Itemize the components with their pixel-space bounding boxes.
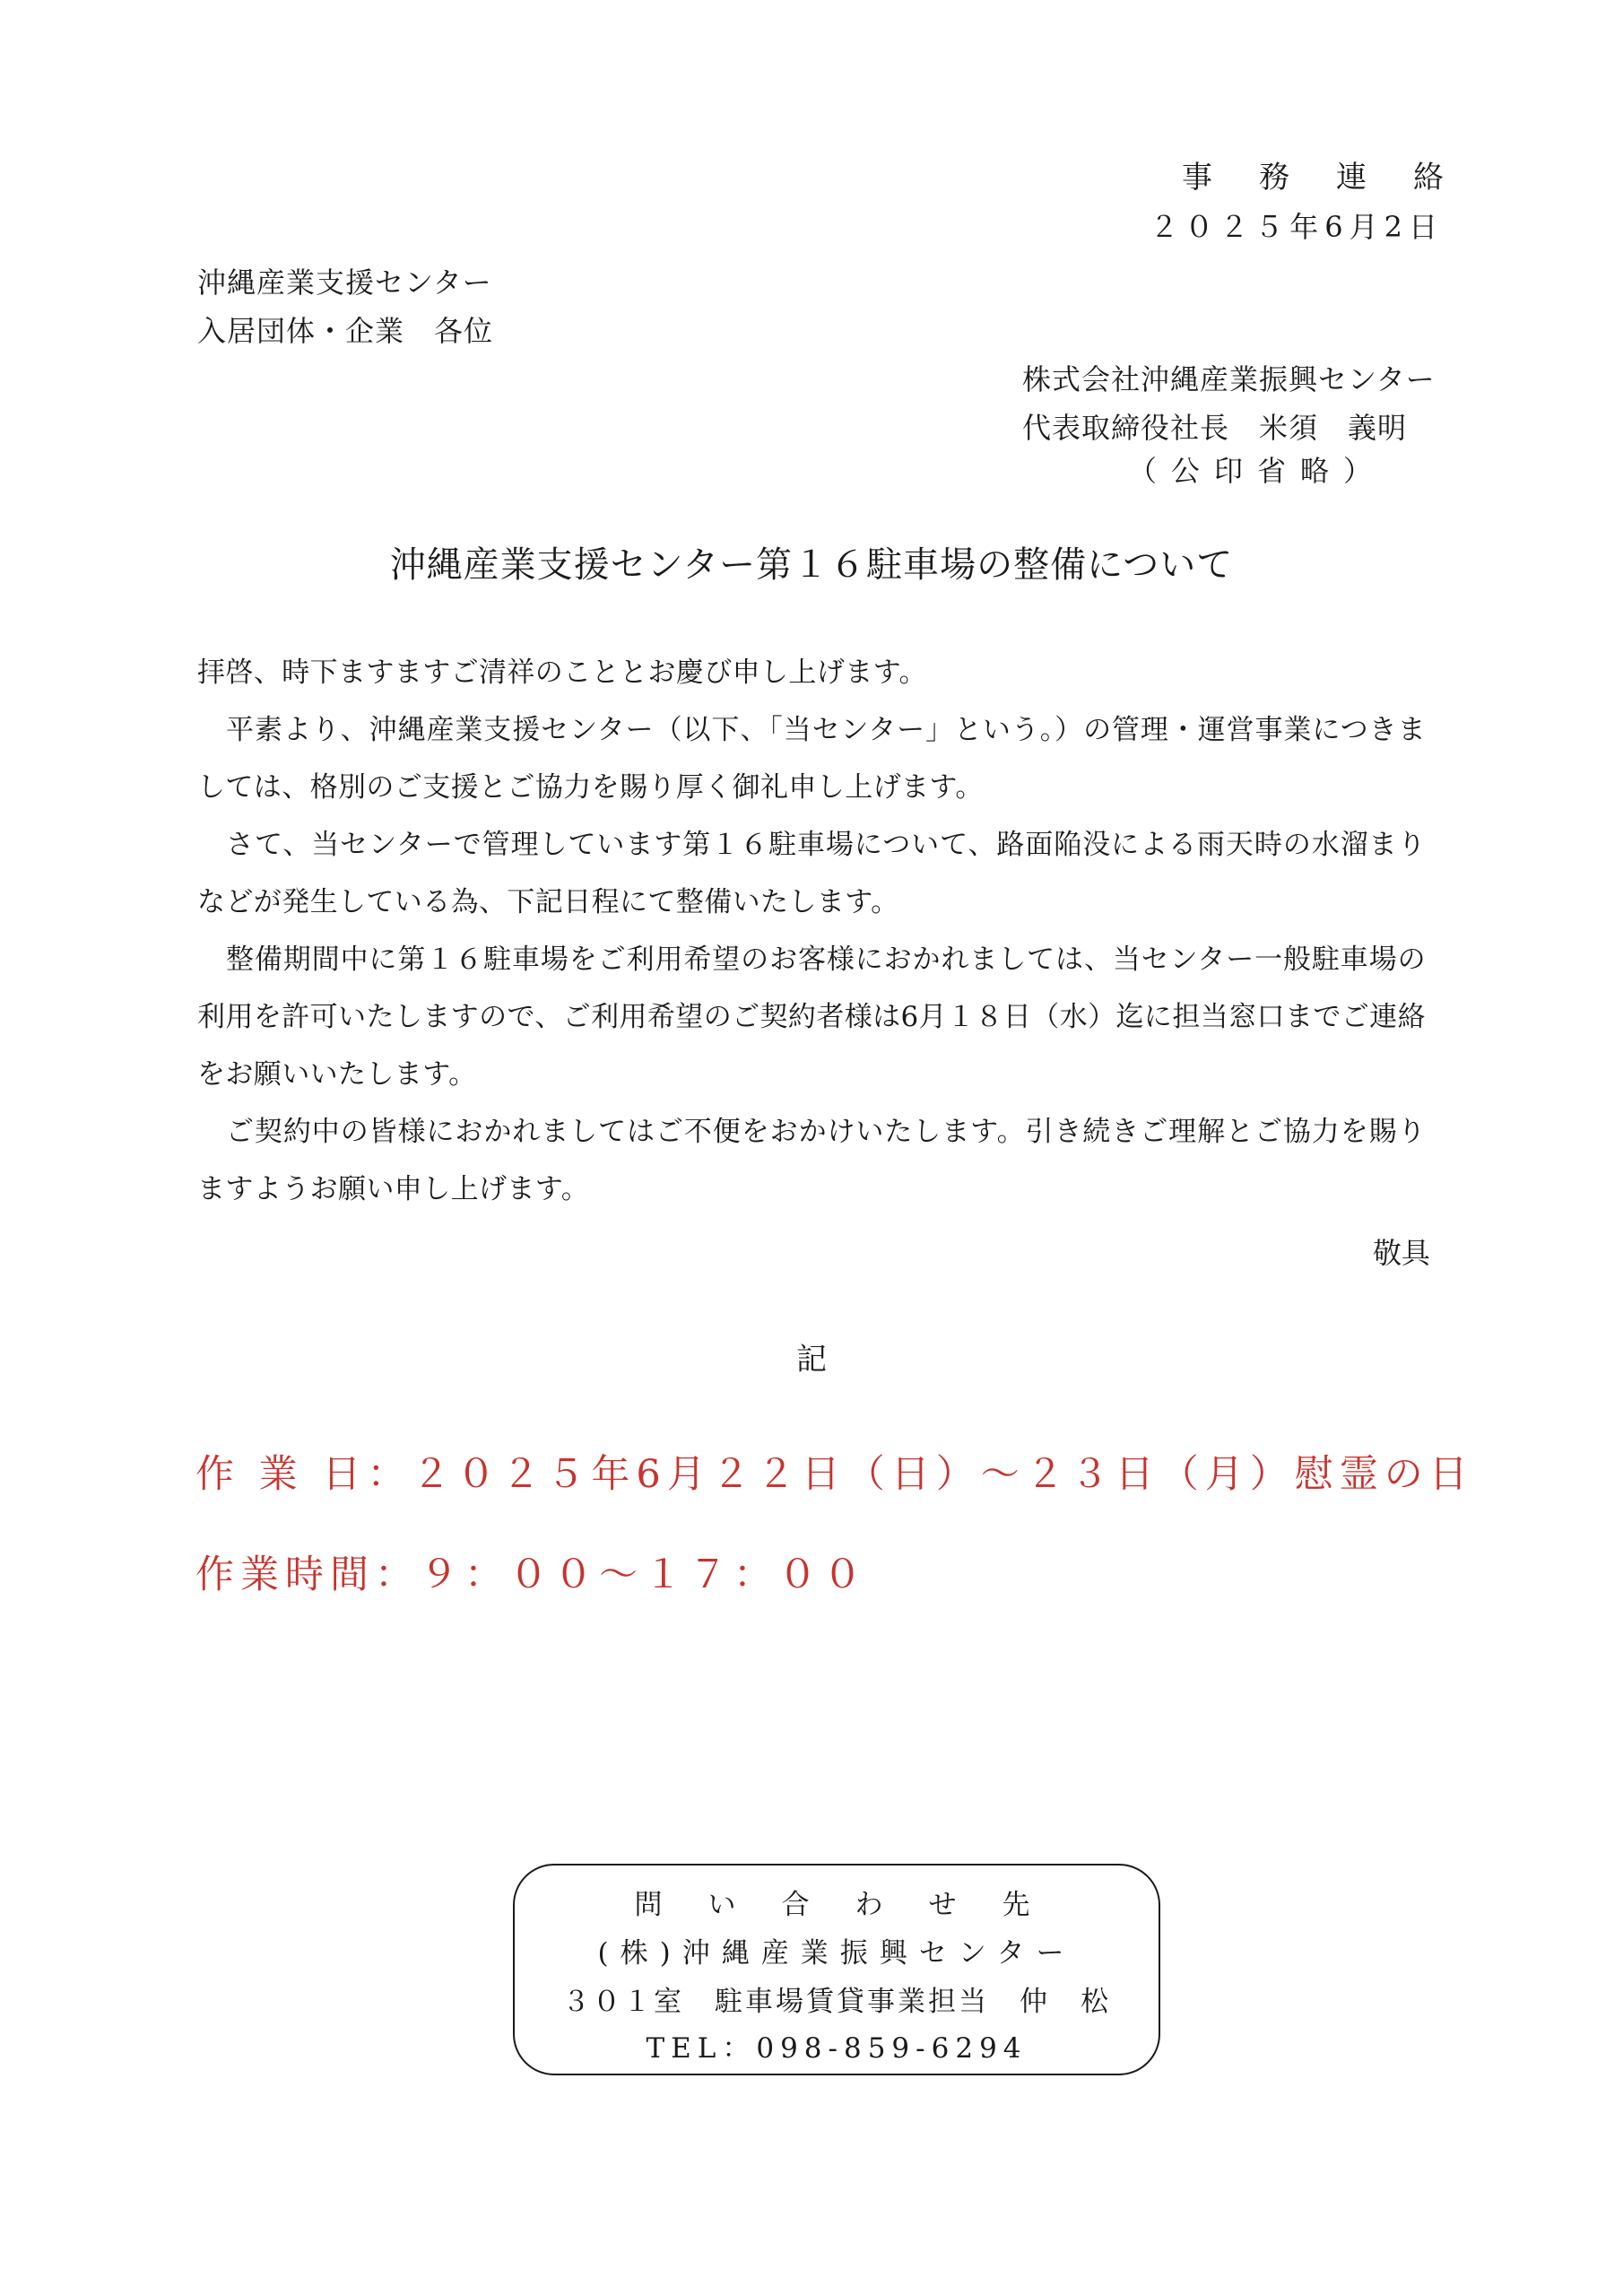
body-paragraph: 平素より、沖縄産業支援センター（以下、「当センター」という。）の管理・運営事業につきましては、格別のご支援とご協力を賜り厚く御礼申し上げます。 (197, 714, 1426, 804)
body-paragraph: さて、当センターで管理しています第１６駐車場について、路面陥没による雨天時の水溜まりなどが発生している為、下記日程にて整備いたします。 (197, 829, 1426, 918)
body-text (197, 644, 1426, 1218)
sender-company: 株式会社沖縄産業振興センター (1022, 362, 1436, 396)
document-date: ２０２５年6月2日 (1150, 210, 1444, 244)
recipient-line-2: 入居団体・企業 各位 (197, 314, 494, 348)
contact-heading: 問 い 合 わ せ 先 (634, 1889, 1039, 1921)
seal-omitted-note: （公印省略） (1128, 454, 1387, 488)
work-time: 作業時間：９：００～１７：００ (195, 1552, 868, 1597)
work-day: 作 業 日：２０２５年6月２２日（日）～２３日（月）慰霊の日 (195, 1452, 1474, 1497)
contact-box (513, 1864, 1160, 2075)
greeting: 拝啓、時下ますますご清祥のこととお慶び申し上げます。 (197, 657, 927, 689)
body-paragraph: 整備期間中に第１６駐車場をご利用希望のお客様におかれましては、当センター一般駐車場の利用を許可いたしますので、ご利用希望のご契約者様は6月１８日（水）迄に担当窓口までご連絡をお願いいたします。 (197, 944, 1426, 1091)
contact-tel: TEL：098-859-6294 (646, 2032, 1028, 2065)
sender-representative: 代表取締役社長 米須 義明 (1022, 411, 1408, 445)
body-paragraph: ご契約中の皆様におかれましてはご不便をおかけいたします。引き続きご理解とご協力を賜りますようお願い申し上げます。 (197, 1116, 1426, 1205)
contact-company: (株)沖縄産業振興センター (597, 1937, 1076, 1970)
recipient-line-1: 沖縄産業支援センター (197, 265, 492, 300)
document-title: 沖縄産業支援センター第１６駐車場の整備について (389, 544, 1234, 586)
contact-department: ３０１室 駐車場賃貸事業担当 仲 松 (562, 1986, 1111, 2018)
document-type: 事務連絡 (1182, 160, 1490, 196)
closing-keigu: 敬具 (1372, 1236, 1430, 1270)
notes-heading: 記 (796, 1342, 827, 1378)
